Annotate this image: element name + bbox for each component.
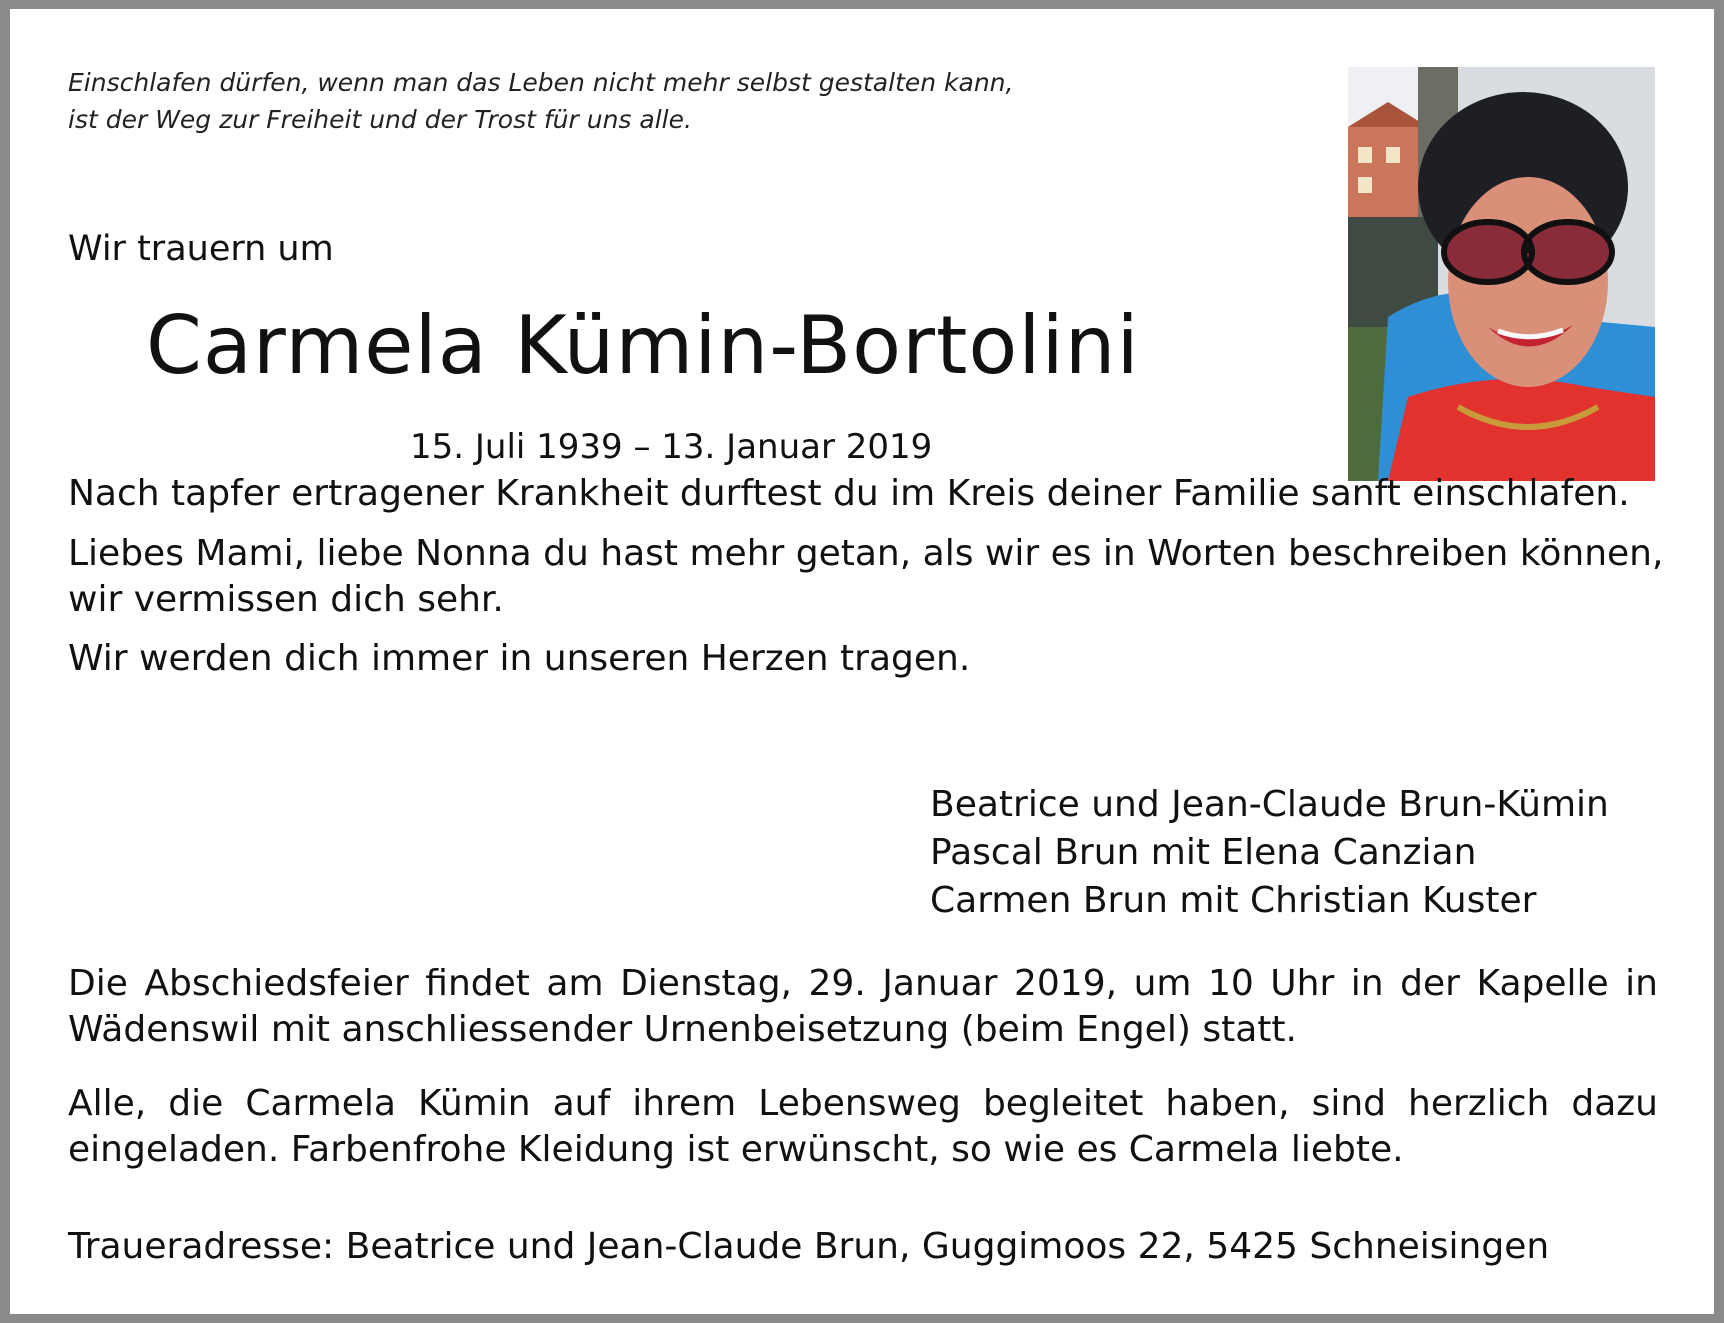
motto-line-2: ist der Weg zur Freiheit und der Trost für uns alle. bbox=[68, 105, 692, 134]
deceased-name: Carmela Kümin-Bortolini bbox=[146, 299, 1140, 392]
obituary-card bbox=[10, 9, 1714, 1314]
intro-text: Wir trauern um bbox=[68, 229, 334, 269]
message-paragraph-2-line-1: Liebes Mami, liebe Nonna du hast mehr getan, als wir es in Worten beschreiben können, bbox=[68, 533, 1664, 574]
message-block-3 bbox=[68, 636, 1658, 682]
mourning-address bbox=[68, 1224, 1658, 1270]
address-text: Traueradresse: Beatrice und Jean-Claude Brun, Guggimoos 22, 5425 Schneisingen bbox=[68, 1226, 1550, 1267]
message-paragraph-1: Nach tapfer ertragener Krankheit durftest du im Kreis deiner Familie sanft einschlafen. bbox=[68, 473, 1630, 514]
ceremony-paragraph-1: Die Abschiedsfeier findet am Dienstag, 29. Januar 2019, um 10 Uhr in der Kapelle in Wädenswil mit anschliessender Urnenbeisetzung (beim Engel) statt. bbox=[68, 963, 1658, 1050]
ceremony-paragraph-2: Alle, die Carmela Kümin auf ihrem Lebensweg begleitet haben, sind herzlich dazu eingeladen. Farbenfrohe Kleidung ist erwünscht, so wie es Carmela liebte. bbox=[68, 1083, 1658, 1170]
family-member: Pascal Brun mit Elena Canzian bbox=[930, 832, 1477, 873]
message-paragraph-3: Wir werden dich immer in unseren Herzen tragen. bbox=[68, 638, 971, 679]
message-block-2 bbox=[68, 531, 1664, 623]
motto-quote bbox=[68, 64, 1168, 138]
motto-line-1: Einschlafen dürfen, wenn man das Leben nicht mehr selbst gestalten kann, bbox=[68, 68, 1014, 97]
message-paragraph-2-line-2: wir vermissen dich sehr. bbox=[68, 579, 504, 620]
ceremony-block-2 bbox=[68, 1081, 1658, 1173]
life-dates: 15. Juli 1939 – 13. Januar 2019 bbox=[410, 427, 933, 467]
portrait-photo bbox=[1348, 67, 1655, 481]
ceremony-block bbox=[68, 961, 1658, 1053]
family-signatures bbox=[930, 781, 1609, 925]
message-block bbox=[68, 471, 1658, 517]
family-member: Beatrice und Jean-Claude Brun-Kümin bbox=[930, 784, 1609, 825]
family-member: Carmen Brun mit Christian Kuster bbox=[930, 880, 1537, 921]
